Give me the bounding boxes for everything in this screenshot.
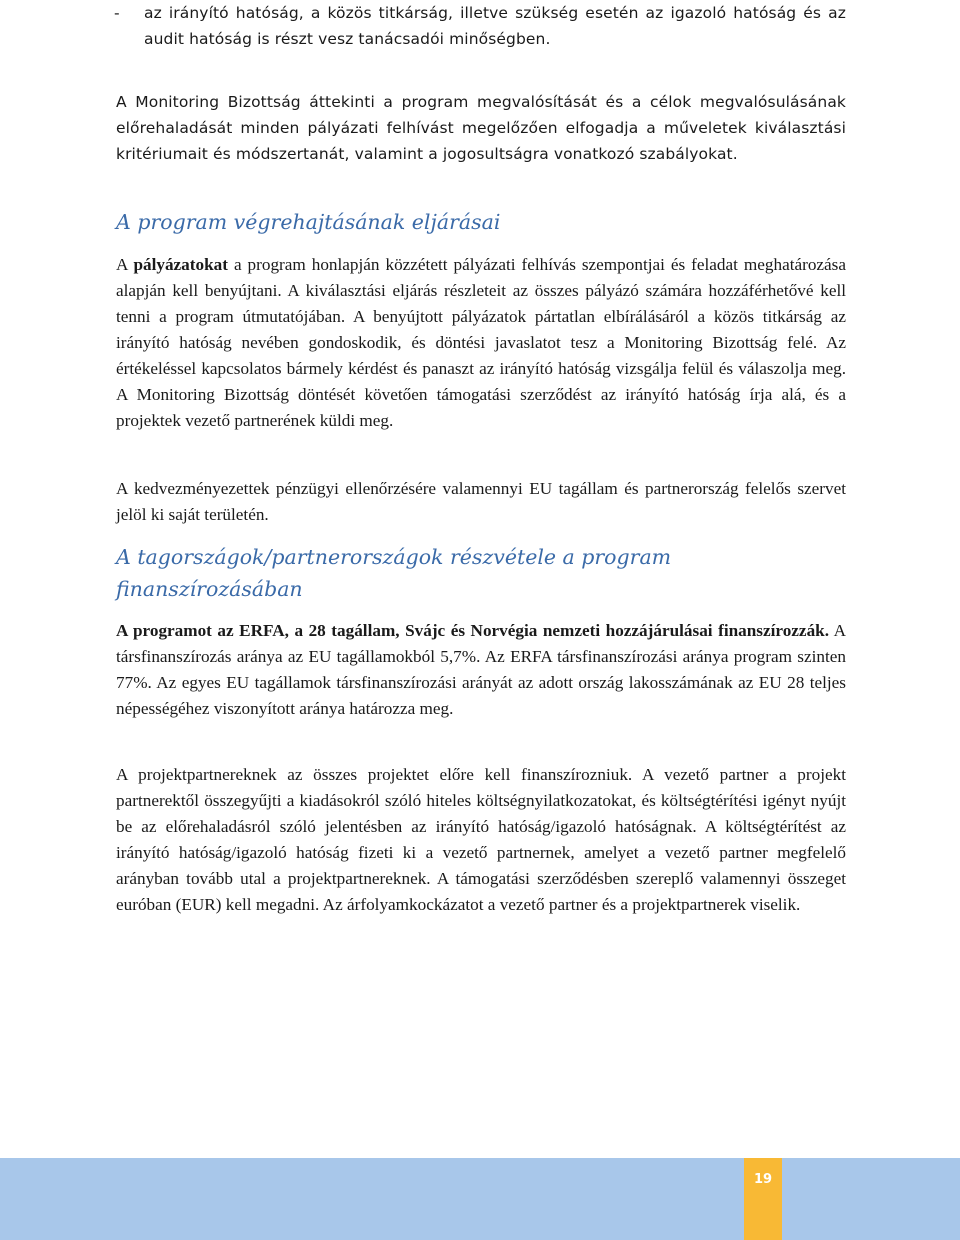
paragraph-procedures xyxy=(116,252,846,434)
paragraph-partners: A projektpartnereknek az összes projektet előre kell finanszírozniuk. A vezető partner a projekt partnerektől összegyűjti a kiadásokról szóló hiteles költségnyilatkozatokat, és költségtérítési igényt nyújt be az előrehaladásról szóló jelentésben az irányító hatóság/igazoló hatóságnak. A költségtérítést az irányító hatóság/igazoló hatóság fizeti ki a vezető partnernek, amelyet a vezető partner megfelelő arányban tovább utal a projektpartnereknek. A támogatási szerződésben szereplő valamennyi összeget euróban (EUR) kell megadni. Az árfolyamkockázatot a vezető partner és a projektpartnerek viselik. xyxy=(116,765,846,914)
procedures-lead: A xyxy=(116,255,134,274)
bullet-item xyxy=(116,0,846,52)
page-number-box xyxy=(744,1158,782,1240)
funding-bold: A programot az ERFA, a 28 tagállam, Svájc és Norvégia nemzeti hozzájárulásai finanszírozzák. xyxy=(116,621,830,640)
bullet-text: az irányító hatóság, a közös titkárság, illetve szükség esetén az igazoló hatóság és az audit hatóság is részt vesz tanácsadói minőségben. xyxy=(144,4,846,48)
heading-funding: A tagországok/partnerországok részvétele a program finanszírozásában xyxy=(116,545,672,601)
page-number: 19 xyxy=(753,1172,773,1187)
procedures-rest: a program honlapján közzétett pályázati felhívás szempontjai és feladat meghatározása alapján kell benyújtani. A kiválasztási eljárás részleteit az összes pályázó számára hozzáférhetővé kell tenni a program útmutatójában. A benyújtott pályázatok pártatlan elbírálásáról a közös titkárság az irányító hatóság nevében gondoskodik, és döntési javaslatot tesz a Monitoring Bizottság felé. Az értékeléssel kapcsolatos bármely kérdést és panaszt az irányító hatóság vizsgálja felül és válaszolja meg. A Monitoring Bizottság döntését követően támogatási szerződést az irányító hatóság írja alá, és a projektek vezető partnerének küldi meg. xyxy=(116,255,846,430)
paragraph-monitoring: A Monitoring Bizottság áttekinti a program megvalósítását és a célok megvalósulásának előrehaladását minden pályázati felhívást megelőzően elfogadja a műveletek kiválasztási kritériumait és módszertanát, valamint a jogosultságra vonatkozó szabályokat. xyxy=(116,93,846,163)
bullet-dash: - xyxy=(114,4,120,22)
footer-band xyxy=(0,1158,960,1240)
paragraph-funding xyxy=(116,618,846,722)
funding-rest: A társfinanszírozás aránya az EU tagállamokból 5,7%. Az ERFA társfinanszírozási aránya program szinten 77%. Az egyes EU tagállamok társfinanszírozási arányát az adott ország lakosszámának az EU 28 teljes népességéhez viszonyított aránya határozza meg. xyxy=(116,621,846,718)
paragraph-financial-control: A kedvezményezettek pénzügyi ellenőrzésére valamennyi EU tagállam és partnerország felelős szervet jelöl ki saját területén. xyxy=(116,479,846,524)
procedures-bold: pályázatokat xyxy=(133,255,228,274)
heading-procedures: A program végrehajtásának eljárásai xyxy=(116,210,501,234)
